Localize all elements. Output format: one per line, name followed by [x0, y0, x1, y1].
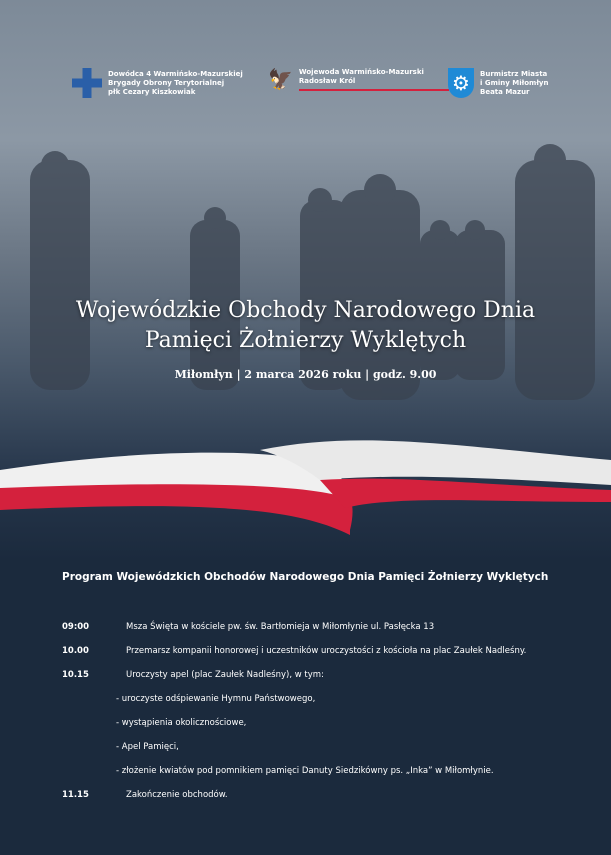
list-subitem: - złożenie kwiatów pod pomnikiem pamięci Danuty Siedzikówny ps. „Inka” w Miłomłynie.	[116, 766, 494, 776]
event-subtitle: Miłomłyn | 2 marca 2026 roku | godz. 9.00	[174, 368, 437, 381]
list-item: 09:00 Msza Święta w kościele pw. św. Bartłomieja w Miłomłynie ul. Pasłęcka 13	[62, 622, 435, 632]
list-item: 10.15 Uroczysty apel (plac Zaułek Nadleśny), w tym:	[62, 670, 324, 680]
cross-emblem-icon	[72, 68, 102, 98]
list-subitem: - uroczyste odśpiewanie Hymnu Państwowego,	[116, 694, 316, 704]
logo-voivode: 🦅 Wojewoda Warmińsko-Mazurski Radosław Król	[268, 68, 449, 91]
logo-mayor: ⚙ Burmistrz Miasta i Gminy Miłomłyn Beata Mazur	[448, 68, 548, 98]
list-item: 11.15 Zakończenie obchodów.	[62, 790, 228, 800]
gear-coat-of-arms-icon: ⚙	[448, 68, 474, 98]
list-subitem: - Apel Pamięci,	[116, 742, 179, 752]
list-subitem: - wystąpienia okolicznościowe,	[116, 718, 247, 728]
list-item: 10.00 Przemarsz kompanii honorowej i uczestników uroczystości z kościoła na plac Zaułek Nadleśny.	[62, 646, 527, 656]
logo-brigade: Dowódca 4 Warmińsko-Mazurskiej Brygady Obrony Terytorialnej płk Cezary Kiszkowiak	[72, 68, 243, 98]
eagle-emblem-icon: 🦅	[268, 67, 293, 91]
program-title: Program Wojewódzkich Obchodów Narodowego Dnia Pamięci Żołnierzy Wyklętych	[62, 571, 549, 583]
page-title: Wojewódzkie Obchody Narodowego Dnia Pamięci Żołnierzy Wyklętych	[75, 298, 536, 353]
polish-flag-ribbon	[0, 430, 611, 540]
